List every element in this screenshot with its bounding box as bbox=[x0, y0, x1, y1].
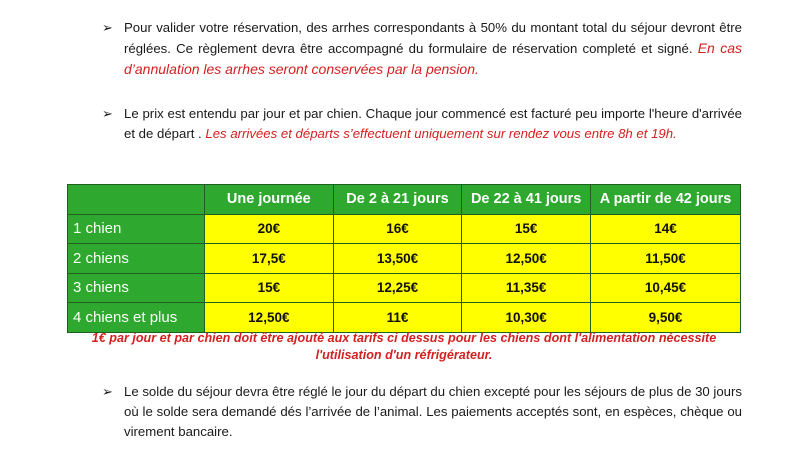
price-cell: 12,25€ bbox=[333, 273, 462, 303]
table-header-cell: A partir de 42 jours bbox=[591, 185, 741, 215]
price-cell: 16€ bbox=[333, 214, 462, 244]
price-cell: 20€ bbox=[205, 214, 334, 244]
bullet-reservation bbox=[102, 18, 742, 80]
bullet-reservation-text bbox=[124, 18, 742, 80]
price-cell: 17,5€ bbox=[205, 244, 334, 274]
row-label: 3 chiens bbox=[68, 273, 205, 303]
reservation-text: Pour valider votre réservation, des arrhes correspondants à 50% du montant total du séjour devront être réglées. Ce règlement devra être accompagné du formulaire de réservation completé et signé. bbox=[124, 20, 742, 56]
arrow-bullet-icon: ➢ bbox=[102, 106, 113, 121]
price-cell: 9,50€ bbox=[591, 303, 741, 333]
balance-payment-text: Le solde du séjour devra être réglé le jour du départ du chien excepté pour les séjours de plus de 30 jours où le solde sera demandé dés l’arrivée de l’animal. Les paiements acceptés sont, en espèces, chèque ou virement bancaire. bbox=[124, 384, 743, 439]
cancellation-warning: En cas d’annulation les arrhes seront conservées par la pension. bbox=[124, 40, 742, 77]
price-cell: 11€ bbox=[333, 303, 462, 333]
table-row bbox=[68, 244, 741, 274]
pricing-text: Le prix est entendu par jour et par chien. Chaque jour commencé est facturé peu importe l'heure d'arrivée et de départ . bbox=[124, 106, 742, 141]
price-cell: 12,50€ bbox=[462, 244, 591, 274]
arrow-bullet-icon: ➢ bbox=[102, 384, 113, 399]
price-cell: 11,50€ bbox=[591, 244, 741, 274]
bullet-pricing bbox=[102, 104, 742, 144]
table-row bbox=[68, 214, 741, 244]
price-cell: 10,30€ bbox=[462, 303, 591, 333]
row-label: 4 chiens et plus bbox=[68, 303, 205, 333]
price-cell: 10,45€ bbox=[591, 273, 741, 303]
price-cell: 14€ bbox=[591, 214, 741, 244]
arrow-bullet-icon: ➢ bbox=[102, 20, 113, 35]
table-row bbox=[68, 303, 741, 333]
table-row bbox=[68, 273, 741, 303]
price-table bbox=[67, 184, 741, 333]
arrival-hours-warning: Les arrivées et départs s’effectuent uniquement sur rendez vous entre 8h et 19h. bbox=[205, 126, 677, 141]
table-header-cell: De 2 à 21 jours bbox=[333, 185, 462, 215]
bullet-pricing-text bbox=[124, 104, 742, 144]
refrigerator-surcharge-note: 1€ par jour et par chien doit être ajouté aux tarifs ci dessus pour les chiens dont l'alimentation nécessite l'utilisation d'un réfrigérateur. bbox=[91, 331, 717, 362]
price-cell: 13,50€ bbox=[333, 244, 462, 274]
price-cell: 15€ bbox=[205, 273, 334, 303]
row-label: 2 chiens bbox=[68, 244, 205, 274]
row-label: 1 chien bbox=[68, 214, 205, 244]
price-cell: 12,50€ bbox=[205, 303, 334, 333]
bullet-balance-payment bbox=[102, 382, 742, 442]
table-header-cell bbox=[68, 185, 205, 215]
price-cell: 15€ bbox=[462, 214, 591, 244]
table-header-cell: Une journée bbox=[205, 185, 334, 215]
price-cell: 11,35€ bbox=[462, 273, 591, 303]
table-header-row bbox=[68, 185, 741, 215]
table-header-cell: De 22 à 41 jours bbox=[462, 185, 591, 215]
